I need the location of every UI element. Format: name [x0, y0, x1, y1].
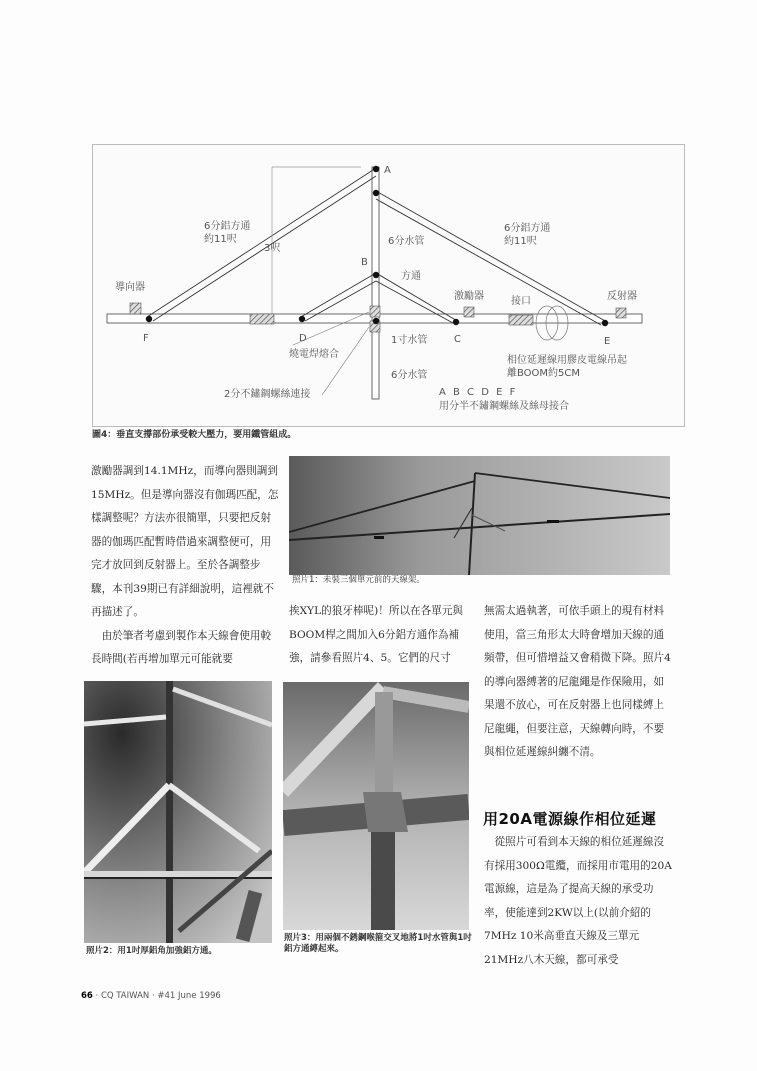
one-inch-pipe-label: 1寸水管 — [391, 335, 428, 346]
antenna-frame-drawing — [93, 145, 684, 426]
left-strut-length: 約11呎 — [204, 234, 237, 245]
joint-label: 接口 — [511, 296, 531, 307]
column-1-text — [91, 460, 281, 672]
points-label: A B C D E F — [439, 387, 518, 398]
photo-1-caption: 照片1：未裝三個單元前的天線架。 — [292, 575, 425, 585]
photo-1-antenna-frame — [289, 456, 670, 575]
photo-1-image — [289, 456, 670, 575]
column-3-text — [484, 600, 672, 765]
driven-element-label: 激勵器 — [454, 291, 484, 302]
phase-line-note-2: 離BOOM約5CM — [507, 368, 581, 379]
point-label-b: B — [361, 257, 368, 268]
magazine-name: · CQ TAIWAN · — [92, 991, 158, 1001]
left-strut-label: 6分鋁方通 — [204, 221, 251, 232]
page-footer — [81, 991, 221, 1001]
column-2-text — [289, 600, 475, 671]
point-label-e: E — [604, 336, 611, 347]
point-label-d: D — [299, 333, 307, 344]
right-strut-label: 6分鋁方通 — [504, 223, 551, 234]
height-label: 3呎 — [264, 243, 281, 254]
lower-mast-label: 6分水管 — [391, 370, 428, 381]
photo-2-caption: 照片2：用1吋厚鋁角加強鋁方通。 — [86, 946, 217, 956]
phase-line-note-1: 相位延遲線用膠皮電線吊起 — [507, 355, 627, 366]
paragraph: 無需太過執著，可依手頭上的現有材料使用，當三角形太大時會增加天線的通頻帶，但可惜增益又會稍微下降。照片4的導向器縛著的尼龍繩是作保險用，如果還不放心，可在反射器上也同樣縛上尼龍繩，但要注意，天線轉向時，不要與相位延遲線糾纏不清。 — [484, 605, 671, 758]
photo-2-aluminum-angle — [84, 681, 272, 943]
inner-strut-label: 方通 — [401, 271, 421, 282]
photo-3-caption: 照片3：用兩個不銹鋼喉箍交叉地將1吋水管與1吋鋁方通縛起來。 — [284, 933, 472, 954]
page-number: 66 — [81, 991, 93, 1001]
reflector-label: 反射器 — [607, 291, 637, 302]
right-strut-length: 約11呎 — [504, 236, 537, 247]
column-3-text-2 — [484, 831, 672, 972]
point-label-f: F — [143, 333, 149, 344]
paragraph: 挨XYL的狼牙棒呢)！所以在各單元與BOOM桿之間加入6分鋁方通作為補強，請參看照片4、5。它們的尺寸 — [289, 605, 464, 664]
screw-label: 2分不鏽鋼螺絲連接 — [224, 389, 311, 400]
issue-info: #41 June 1996 — [157, 991, 221, 1001]
point-label-a: A — [384, 165, 391, 176]
upper-mast-label: 6分水管 — [388, 236, 425, 247]
director-label: 導向器 — [115, 282, 145, 293]
paragraph: 由於筆者考慮到製作本天線會使用較長時間(若再增加單元可能就要 — [91, 629, 272, 665]
paragraph: 從照片可看到本天線的相位延遲線沒有採用300Ω電纜，而採用市電用的20A電源線，這是為了提高天線的承受功率，使能達到2KW以上(以前介紹的7MHz 10米高垂直天線及三單元21MHz八木天線，都可承受 — [484, 836, 672, 966]
figure-4-diagram — [92, 144, 685, 427]
photo-2-image — [84, 681, 272, 943]
point-label-c: C — [454, 334, 461, 345]
paragraph: 激勵器調到14.1MHz，而導向器則調到15MHz。但是導向器沒有伽瑪匹配，怎樣調整呢？方法亦很簡單，只要把反射器的伽瑪匹配暫時借過來調整便可，用完才放回到反射器上。至於各調整步驟，本刊39期已有詳細說明，這裡就不再描述了。 — [91, 465, 279, 618]
figure-4-caption: 圖4：垂直支撐部份承受較大壓力，要用鐵管組成。 — [92, 430, 297, 440]
section-heading: 用20A電源線作相位延遲 — [483, 810, 657, 828]
points-note: 用分半不鏽鋼螺絲及絲母接合 — [439, 401, 569, 412]
photo-3-pipe-clamps — [283, 682, 469, 930]
weld-label: 燒電焊熔合 — [289, 349, 339, 360]
photo-3-image — [283, 682, 469, 930]
